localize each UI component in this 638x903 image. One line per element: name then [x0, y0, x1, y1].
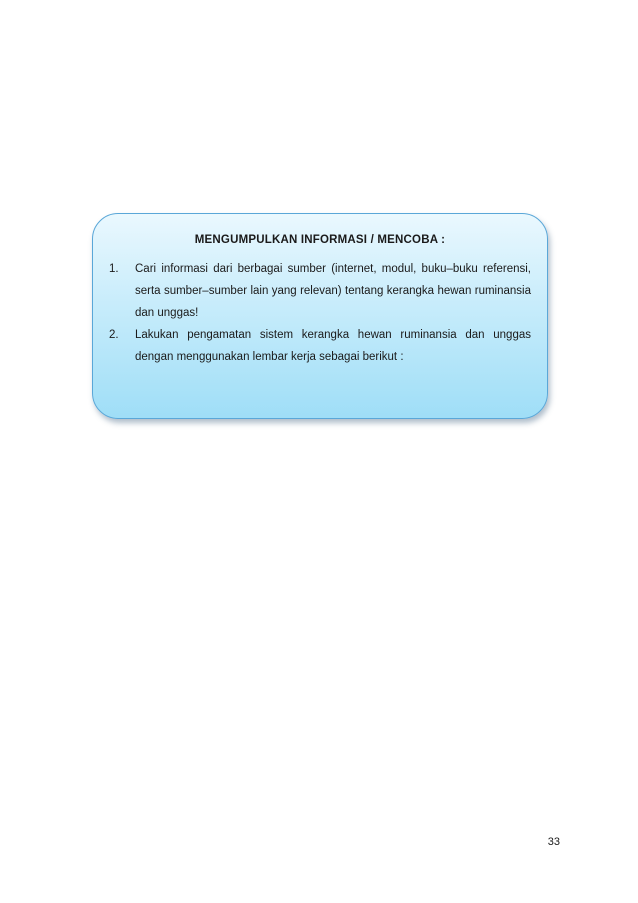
item-text: Lakukan pengamatan sistem kerangka hewan ruminansia dan unggas dengan menggunakan lembar kerja sebagai berikut :	[135, 329, 531, 363]
activity-box	[92, 213, 548, 419]
page-number: 33	[547, 836, 560, 848]
item-text: Cari informasi dari berbagai sumber (internet, modul, buku–buku referensi, serta sumber–sumber lain yang relevan) tentang kerangka hewan ruminansia dan unggas!	[135, 263, 531, 319]
list-item	[109, 324, 531, 368]
list-item	[109, 258, 531, 324]
instruction-list	[109, 258, 531, 368]
item-number: 2.	[109, 329, 119, 341]
item-number: 1.	[109, 263, 119, 275]
box-title: MENGUMPULKAN INFORMASI / MENCOBA :	[194, 234, 446, 246]
